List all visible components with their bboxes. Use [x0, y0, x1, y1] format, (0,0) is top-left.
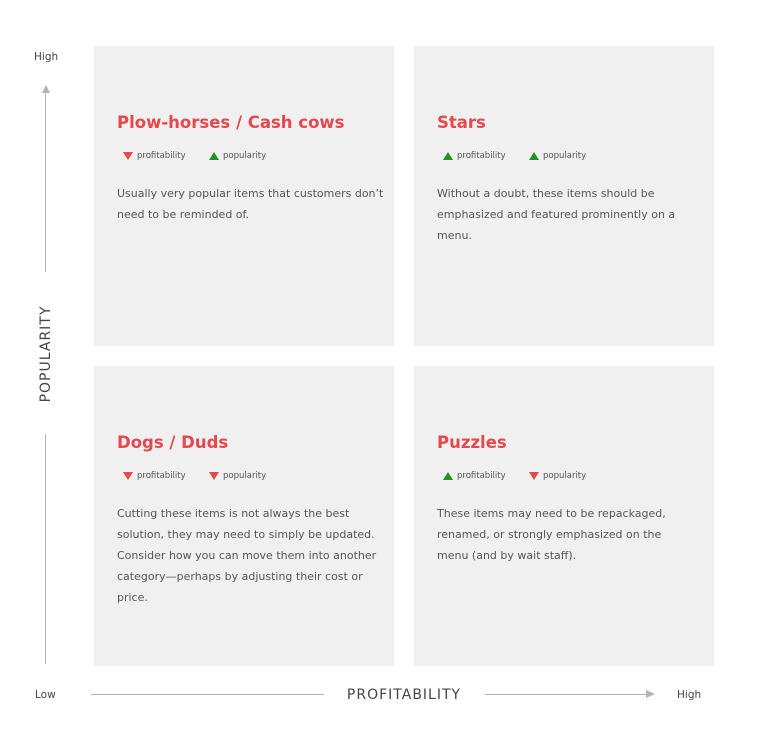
profitability-label: profitability — [457, 471, 506, 481]
y-axis-title: POPULARITY — [38, 305, 54, 403]
down-triangle-icon — [123, 152, 133, 160]
x-axis-arrowhead-icon — [646, 690, 655, 698]
up-triangle-icon — [443, 472, 453, 480]
quadrant-dogs — [94, 366, 394, 666]
profitability-label: profitability — [457, 151, 506, 161]
x-axis-line-left — [91, 694, 324, 695]
quadrant-description: Usually very popular items that customers don’t need to be reminded of. — [117, 187, 384, 221]
quadrant-title: Dogs / Duds — [117, 433, 229, 452]
x-axis-title: PROFITABILITY — [346, 687, 462, 703]
profitability-label: profitability — [137, 471, 186, 481]
popularity-label: popularity — [543, 471, 587, 481]
y-axis-line-lower — [45, 434, 46, 664]
down-triangle-icon — [209, 472, 219, 480]
y-axis-high-label: High — [34, 51, 59, 63]
quadrant-title: Puzzles — [437, 433, 507, 452]
down-triangle-icon — [529, 472, 539, 480]
profitability-label: profitability — [137, 151, 186, 161]
quadrant-title: Plow-horses / Cash cows — [117, 113, 345, 132]
down-triangle-icon — [123, 472, 133, 480]
x-axis-low-label: Low — [35, 689, 56, 701]
y-axis-line-upper — [45, 92, 46, 272]
popularity-label: popularity — [223, 151, 267, 161]
quadrant-stars — [414, 46, 714, 346]
quadrant-description: Cutting these items is not always the best solution, they may need to simply be updated. Consider how you can move them into another category—perhaps by adjusting their cost or price. — [117, 507, 377, 604]
popularity-label: popularity — [223, 471, 267, 481]
popularity-label: popularity — [543, 151, 587, 161]
x-axis-line-right — [485, 694, 647, 695]
quadrant-description: Without a doubt, these items should be emphasized and featured prominently on a menu. — [437, 187, 676, 242]
quadrant-plow-horses — [94, 46, 394, 346]
quadrant-title: Stars — [437, 113, 486, 132]
quadrant-puzzles — [414, 366, 714, 666]
quadrant-description: These items may need to be repackaged, renamed, or strongly emphasized on the menu (and by wait staff). — [437, 507, 666, 562]
up-triangle-icon — [529, 152, 539, 160]
y-axis-arrowhead-icon — [42, 85, 50, 93]
up-triangle-icon — [443, 152, 453, 160]
up-triangle-icon — [209, 152, 219, 160]
x-axis-high-label: High — [677, 689, 702, 701]
